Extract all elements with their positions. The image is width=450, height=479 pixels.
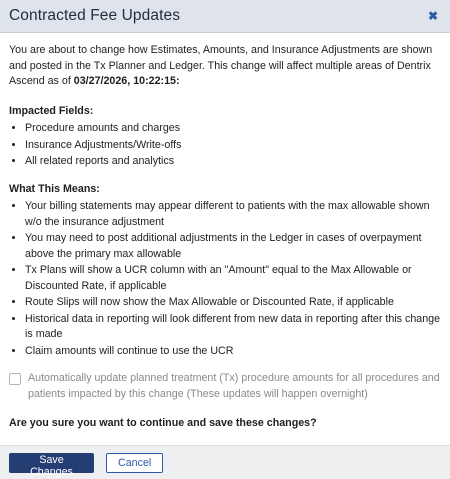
intro-date: 03/27/2026, 10:22:15	[73, 75, 176, 87]
intro-paragraph	[9, 43, 441, 90]
dialog-header	[0, 0, 450, 33]
auto-update-checkbox[interactable]	[9, 373, 21, 385]
list-item: • Claim amounts will continue to use the UCR	[25, 344, 441, 360]
list-item: • Procedure amounts and charges	[25, 121, 441, 137]
save-changes-button[interactable]: Save Changes	[9, 453, 94, 473]
impacted-fields-title: Impacted Fields:	[9, 104, 94, 117]
impacted-fields-list	[9, 121, 441, 170]
list-item: • You may need to post additional adjustments in the Ledger in cases of overpayment above the primary max allowable	[25, 231, 441, 262]
close-icon[interactable]: ✖	[427, 9, 439, 23]
what-this-means-title: What This Means:	[9, 182, 100, 195]
cancel-button[interactable]: Cancel	[106, 453, 163, 473]
intro-text: You are about to change how Estimates, Amounts, and Insurance Adjustments are shown and posted in the Tx Planner and Ledger. This change will affect multiple areas of Dentrix Ascend as of	[9, 44, 433, 87]
list-item: • All related reports and analytics	[25, 154, 441, 170]
intro-suffix: :	[175, 75, 180, 87]
auto-update-label: Automatically update planned treatment (Tx) procedure amounts for all procedures and patients impacted by this change (These updates will happen overnight)	[28, 372, 440, 400]
dialog-footer	[0, 445, 450, 479]
confirm-question: Are you sure you want to continue and save these changes?	[9, 417, 317, 429]
list-item: • Tx Plans will show a UCR column with an "Amount" equal to the Max Allowable or Discounted Rate, if applicable	[25, 263, 441, 294]
dialog-body	[0, 33, 450, 432]
dialog-title: Contracted Fee Updates	[9, 7, 181, 24]
auto-update-option	[9, 371, 441, 402]
list-item: • Insurance Adjustments/Write-offs	[25, 138, 441, 154]
list-item: • Route Slips will now show the Max Allowable or Discounted Rate, if applicable	[25, 295, 441, 311]
list-item: • Your billing statements may appear different to patients with the max allowable shown w/o the insurance adjustment	[25, 199, 441, 230]
list-item: • Historical data in reporting will look different from new data in reporting after this change is made	[25, 312, 441, 343]
what-this-means-list	[9, 199, 441, 359]
